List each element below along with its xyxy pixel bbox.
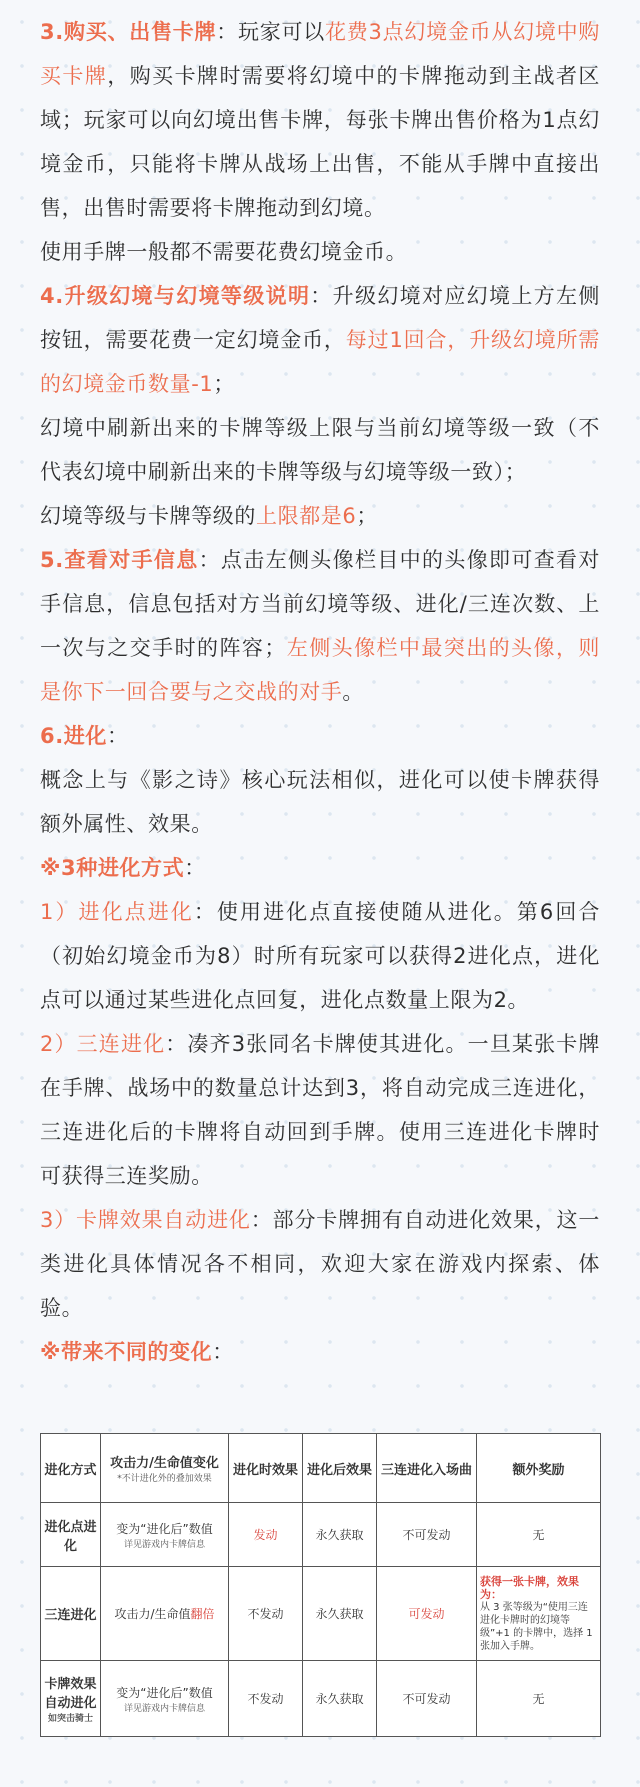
row-atk: 变为“进化后”数值 详见游戏内卡牌信息 <box>101 1503 229 1567</box>
header-after: 进化后效果 <box>303 1434 377 1503</box>
row-bonus: 无 <box>477 1661 601 1737</box>
table-header-row <box>41 1434 601 1503</box>
row-on-evolve: 不发动 <box>229 1661 303 1737</box>
row-atk: 攻击力/生命值翻倍 <box>101 1567 229 1661</box>
highlight-text: 花费3点幻境金币从幻境中购买卡牌 <box>40 20 600 88</box>
section-5-paragraph: 5.查看对手信息：点击左侧头像栏目中的头像即可查看对手信息，信息包括对方当前幻境等级、进化/三连次数、上一次与之交手时的阵容；左侧头像栏中最突出的头像，则是你下一回合要与之交战的对手。 <box>40 548 600 704</box>
header-bonus: 额外奖励 <box>477 1434 601 1503</box>
highlight-text: 左侧头像栏中最突出的头像，则是你下一回合要与之交战的对手 <box>40 636 600 704</box>
row-atk: 变为“进化后”数值 详见游戏内卡牌信息 <box>101 1661 229 1737</box>
method-1-paragraph: 1）进化点进化：使用进化点直接使随从进化。第6回合（初始幻境金币为8）时所有玩家可以获得2进化点，进化点可以通过某些进化点回复，进化点数量上限为2。 <box>40 900 600 1012</box>
evolution-methods-heading: ※3种进化方式： <box>40 856 206 880</box>
section-4-cap-note: 幻境等级与卡牌等级的上限都是6； <box>40 504 378 528</box>
section-4-title: 4.升级幻境与幻境等级说明 <box>40 284 311 308</box>
changes-heading: ※带来不同的变化： <box>40 1340 234 1364</box>
section-3-paragraph: 3.购买、出售卡牌：玩家可以花费3点幻境金币从幻境中购买卡牌，购买卡牌时需要将幻境中的卡牌拖动到主战者区域；玩家可以向幻境出售卡牌，每张卡牌出售价格为1点幻境金币，只能将卡牌从战场上出售，不能从手牌中直接出售，出售时需要将卡牌拖动到幻境。 <box>40 20 600 220</box>
section-5-title: 5.查看对手信息 <box>40 548 199 572</box>
row-method: 进化点进化 <box>41 1503 101 1567</box>
row-after: 永久获取 <box>303 1661 377 1737</box>
row-method: 卡牌效果自动进化 如突击骑士 <box>41 1661 101 1737</box>
section-6-heading: 6.进化： <box>40 724 129 748</box>
method-3-paragraph: 3）卡牌效果自动进化：部分卡牌拥有自动进化效果，这一类进化具体情况各不相同，欢迎大家在游戏内探索、体验。 <box>40 1208 600 1320</box>
table-row <box>41 1661 601 1737</box>
method-3-label: 3）卡牌效果自动进化 <box>40 1208 251 1232</box>
article-body <box>40 10 600 1374</box>
row-entry: 不可发动 <box>377 1503 477 1567</box>
row-after: 永久获取 <box>303 1567 377 1661</box>
row-after: 永久获取 <box>303 1503 377 1567</box>
section-3-note: 使用手牌一般都不需要花费幻境金币。 <box>40 240 408 264</box>
row-bonus: 无 <box>477 1503 601 1567</box>
header-entry: 三连进化入场曲 <box>377 1434 477 1503</box>
row-on-evolve: 不发动 <box>229 1567 303 1661</box>
method-1-label: 1）进化点进化 <box>40 900 194 924</box>
section-6-intro: 概念上与《影之诗》核心玩法相似，进化可以使卡牌获得额外属性、效果。 <box>40 768 600 836</box>
header-method: 进化方式 <box>41 1434 101 1503</box>
row-method: 三连进化 <box>41 1567 101 1661</box>
header-atk: 攻击力/生命值变化 *不计进化外的叠加效果 <box>101 1434 229 1503</box>
table-row <box>41 1503 601 1567</box>
method-2-paragraph: 2）三连进化：凑齐3张同名卡牌使其进化。一旦某张卡牌在手牌、战场中的数量总计达到3，将自动完成三连进化，三连进化后的卡牌将自动回到手牌。使用三连进化卡牌时可获得三连奖励。 <box>40 1032 600 1188</box>
evolution-comparison-table-wrapper <box>40 1433 600 1737</box>
section-6-title: 6.进化 <box>40 724 107 748</box>
row-entry: 不可发动 <box>377 1661 477 1737</box>
header-on-evolve: 进化时效果 <box>229 1434 303 1503</box>
highlight-text: 上限都是6 <box>256 504 357 528</box>
row-bonus: 获得一张卡牌，效果为： 从 3 张等级为“使用三连进化卡牌时的幻境等级”+1 的卡牌中，选择 1 张加入手牌。 <box>477 1567 601 1661</box>
section-4-card-level-note: 幻境中刷新出来的卡牌等级上限与当前幻境等级一致（不代表幻境中刷新出来的卡牌等级与幻境等级一致）； <box>40 416 600 484</box>
row-on-evolve: 发动 <box>229 1503 303 1567</box>
method-2-label: 2）三连进化 <box>40 1032 166 1056</box>
section-4-paragraph: 4.升级幻境与幻境等级说明：升级幻境对应幻境上方左侧按钮，需要花费一定幻境金币，每过1回合，升级幻境所需的幻境金币数量-1； <box>40 284 600 396</box>
highlight-text: 每过1回合，升级幻境所需的幻境金币数量-1 <box>40 328 600 396</box>
row-entry: 可发动 <box>377 1567 477 1661</box>
section-3-title: 3.购买、出售卡牌 <box>40 20 217 44</box>
evolution-comparison-table <box>40 1433 601 1737</box>
table-row <box>41 1567 601 1661</box>
